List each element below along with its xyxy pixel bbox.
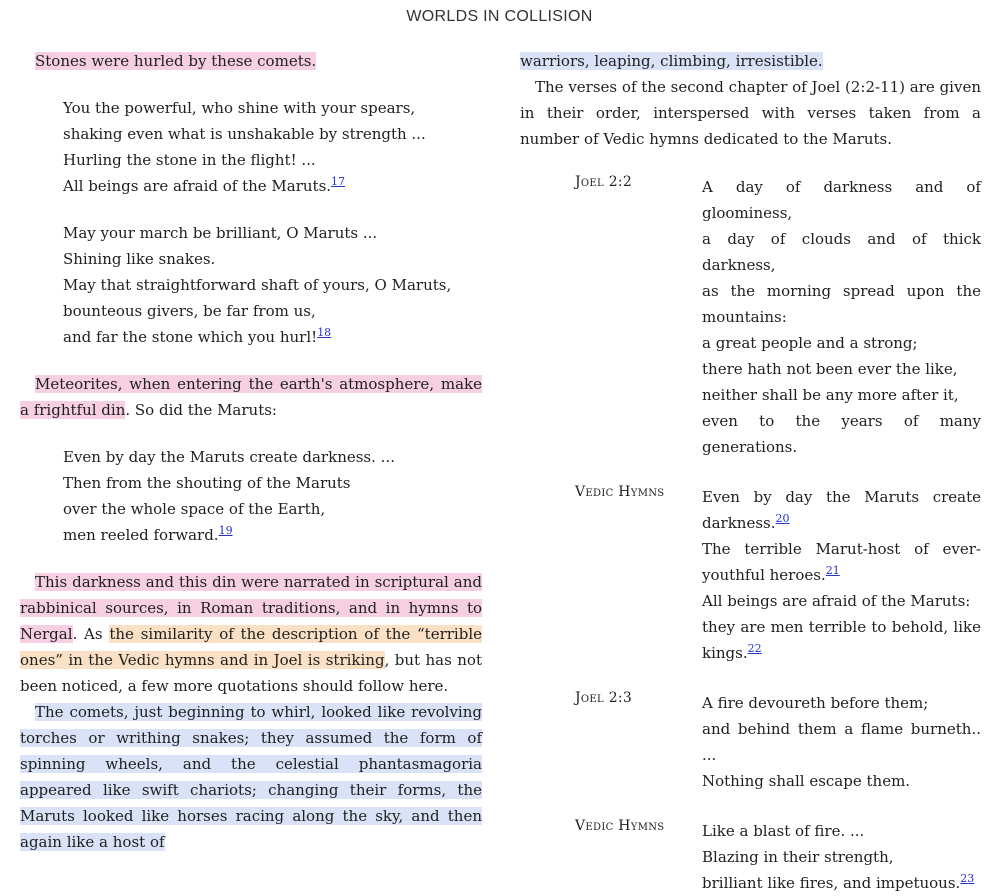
footnote-link-18[interactable]: 18 (317, 326, 332, 339)
quote-line (702, 614, 981, 666)
quote-text (702, 174, 981, 460)
paragraph-text: . So did the Maruts: (125, 401, 277, 419)
page-header: WORLDS IN COLLISION (406, 8, 593, 25)
paragraph-verses-intro: The verses of the second chapter of Joel (2:2-11) are given in their order, interspersed with verses taken from a number of Vedic hymns dedicated to the Maruts. (520, 78, 981, 148)
quote-line: A fire devoureth before them; (702, 694, 929, 712)
verse-line: May your march be brilliant, O Maruts ... (63, 224, 378, 242)
quote-line: neither shall be any more after it, (702, 386, 959, 404)
quote-line: Like a blast of fire. ... (702, 822, 865, 840)
highlight-blue[interactable]: warriors, leaping, climbing, irresistible. (520, 52, 823, 70)
quote-line: a day of clouds and of thick darkness, (702, 230, 981, 274)
verse-line (63, 522, 482, 548)
paragraph-text: . As (72, 625, 110, 643)
right-column (520, 48, 981, 896)
verse-block-1 (63, 95, 482, 199)
quote-vedic-hymns-2 (520, 818, 981, 896)
quote-text (702, 690, 981, 794)
source-label: Vedic Hymns (575, 484, 665, 500)
verse-line: shaking even what is unshakable by strength ... (63, 125, 426, 143)
quote-line: there hath not been ever the like, (702, 360, 958, 378)
paragraph-comets (20, 699, 482, 855)
source-label: Joel 2:2 (575, 174, 633, 190)
paragraph-darkness (20, 569, 482, 699)
highlight-pink[interactable]: Stones were hurled by these comets. (35, 52, 317, 70)
quote-line: Blazing in their strength, (702, 848, 894, 866)
verse-text: All beings are afraid of the Maruts. (63, 177, 332, 195)
footnote-link-23[interactable]: 23 (960, 872, 975, 885)
quote-line: A day of darkness and of gloominess, (702, 178, 981, 222)
quote-line-text: they are men terrible to behold, like kings. (702, 618, 981, 662)
quote-line: as the morning spread upon the mountains: (702, 282, 981, 326)
quote-line: even to the years of many generations. (702, 412, 981, 456)
verse-line: Even by day the Maruts create darkness. ... (63, 448, 395, 466)
quote-line (702, 536, 981, 588)
footnote-link-21[interactable]: 21 (825, 564, 840, 577)
verse-line: over the whole space of the Earth, (63, 500, 326, 518)
highlight-orange[interactable]: the similarity of the description of the “terrible ones” in the Vedic hymns and in Joel is striking (20, 625, 482, 669)
paragraph-meteorites (20, 371, 482, 423)
verse-line: Shining like snakes. (63, 250, 216, 268)
verse-line (63, 324, 482, 350)
verse-line: Then from the shouting of the Maruts (63, 474, 351, 492)
highlight-pink[interactable]: This darkness and this din were narrated in scriptural and rabbinical sources, in Roman traditions, and in hymns to Nergal (20, 573, 482, 643)
highlight-blue[interactable]: The comets, just beginning to whirl, looked like revolving torches or writhing snakes; they assumed the form of spinning wheels, and the celestial phantasmagoria appeared like swift chariots; changing their forms, the Maruts looked like horses racing along the sky, and then again like a host of (20, 703, 482, 851)
quote-line-text: brilliant like fires, and impetuous. (702, 874, 961, 892)
verse-line (63, 173, 482, 199)
quote-text (702, 484, 981, 666)
quote-line-text: The terrible Marut-host of ever-youthful heroes. (702, 540, 981, 584)
paragraph-text: , but has not been noticed, a few more quotations should follow here. (20, 651, 482, 695)
highlight-pink[interactable]: Meteorites, when entering the earth's atmosphere, make a frightful din (20, 375, 482, 419)
verse-text: and far the stone which you hurl! (63, 328, 318, 346)
quote-line (702, 484, 981, 536)
paragraph-stones (20, 48, 482, 74)
source-label: Joel 2:3 (575, 690, 633, 706)
footnote-link-17[interactable]: 17 (331, 175, 346, 188)
quote-line: All beings are afraid of the Maruts: (702, 592, 971, 610)
verse-line: bounteous givers, be far from us, (63, 302, 316, 320)
footnote-link-20[interactable]: 20 (775, 512, 790, 525)
quote-vedic-hymns-1 (520, 484, 981, 666)
quote-line: and behind them a flame burneth.. ... (702, 720, 981, 764)
verse-line: May that straightforward shaft of yours, O Maruts, (63, 276, 452, 294)
footnote-link-19[interactable]: 19 (218, 524, 233, 537)
quote-joel-2-2 (520, 174, 981, 460)
footnote-link-22[interactable]: 22 (747, 642, 762, 655)
verse-text: men reeled forward. (63, 526, 219, 544)
verse-line: You the powerful, who shine with your spears, (63, 99, 416, 117)
verse-block-3 (63, 444, 482, 548)
quote-line: Nothing shall escape them. (702, 772, 911, 790)
left-column (20, 48, 482, 855)
paragraph-warriors (520, 48, 981, 74)
verse-block-2 (63, 220, 482, 350)
quote-line: a great people and a strong; (702, 334, 918, 352)
source-label: Vedic Hymns (575, 818, 665, 834)
quote-line (702, 870, 981, 896)
quote-line-text: Even by day the Maruts create darkness. (702, 488, 981, 532)
quote-text (702, 818, 981, 896)
verse-line: Hurling the stone in the flight! ... (63, 151, 316, 169)
quote-joel-2-3 (520, 690, 981, 794)
